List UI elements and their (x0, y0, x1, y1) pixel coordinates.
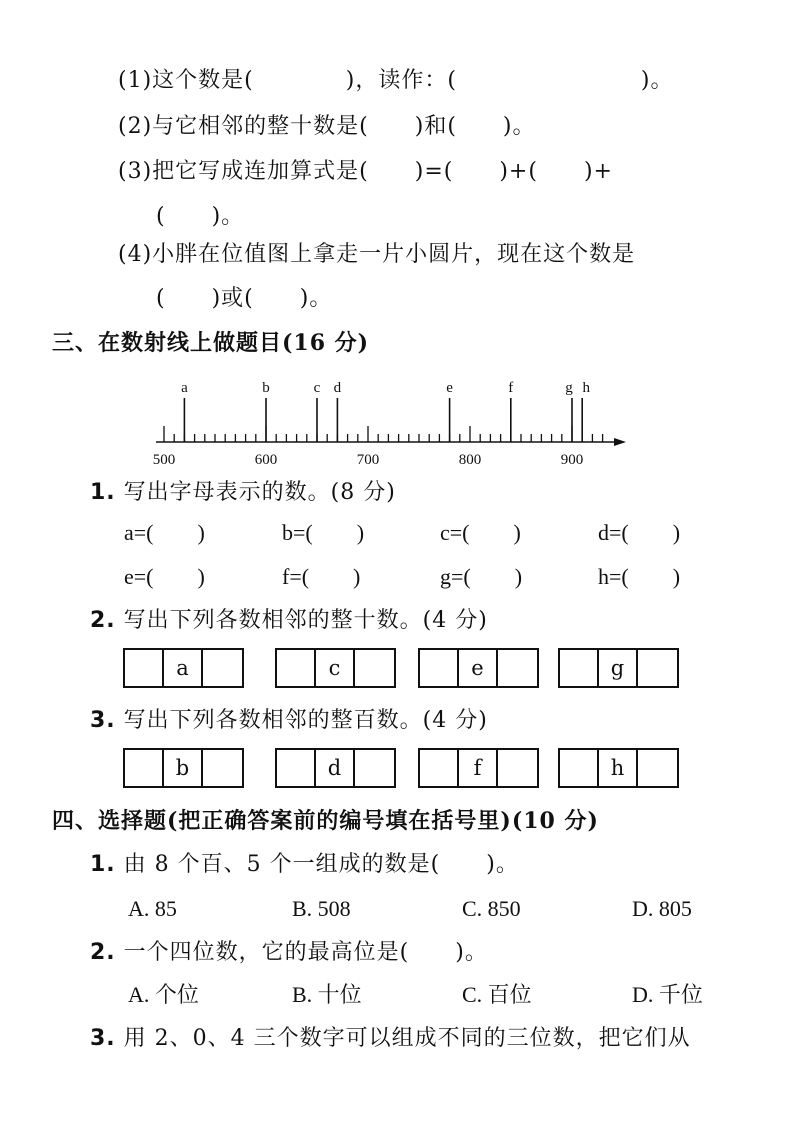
box-letter: a (164, 650, 203, 686)
option-a: A. 个位 (128, 982, 199, 1007)
section-3-question-1 (90, 478, 396, 508)
answer-cell[interactable] (420, 650, 459, 686)
tick-label: 600 (254, 452, 278, 468)
question-number: 3. (90, 708, 116, 733)
hundreds-box-h (558, 748, 679, 788)
answer-cell[interactable] (638, 750, 677, 786)
hundreds-box-f (418, 748, 539, 788)
box-letter: c (316, 650, 355, 686)
question-number: 2. (90, 608, 116, 633)
hundreds-box-d (275, 748, 396, 788)
answer-f: f=( ) (282, 564, 361, 589)
tens-box-a (123, 648, 244, 688)
option-c: C. 百位 (462, 982, 532, 1007)
marker-label-h: h (582, 380, 590, 396)
answer-a: a=( ) (124, 520, 205, 545)
answer-c: c=( ) (440, 520, 521, 545)
answer-cell[interactable] (420, 750, 459, 786)
option-b: B. 508 (292, 896, 351, 921)
marker-label-b: b (262, 380, 270, 396)
question-text: 用 2、0、4 三个数字可以组成不同的三位数，把它们从 (123, 1026, 691, 1051)
tick-label: 900 (560, 452, 584, 468)
tens-box-e (418, 648, 539, 688)
question-2-4-line1: (4)小胖在位值图上拿走一片小圆片，现在这个数是 (118, 242, 636, 267)
answer-cell[interactable] (560, 750, 599, 786)
question-number: 1. (90, 852, 116, 877)
answer-b: b=( ) (282, 520, 365, 545)
section-4-title: 四、选择题(把正确答案前的编号填在括号里)(10 分) (52, 808, 599, 834)
number-line (140, 370, 640, 480)
section-3-title: 三、在数射线上做题目(16 分) (52, 330, 370, 356)
answer-cell[interactable] (277, 650, 316, 686)
question-2-3-line2: ( )。 (156, 204, 245, 229)
hundreds-box-b (123, 748, 244, 788)
tick-label: 700 (356, 452, 380, 468)
answer-cell[interactable] (125, 750, 164, 786)
option-d: D. 千位 (632, 982, 703, 1007)
answer-cell[interactable] (638, 650, 677, 686)
question-number: 2. (90, 940, 116, 965)
answer-cell[interactable] (203, 750, 242, 786)
section-4-question-1 (90, 850, 519, 880)
question-text: 写出下列各数相邻的整百数。(4 分) (123, 708, 488, 733)
question-text: 写出下列各数相邻的整十数。(4 分) (123, 608, 488, 633)
answer-h: h=( ) (598, 564, 681, 589)
answer-cell[interactable] (125, 650, 164, 686)
answer-cell[interactable] (560, 650, 599, 686)
marker-label-c: c (313, 380, 321, 396)
box-letter: b (164, 750, 203, 786)
answer-e: e=( ) (124, 564, 205, 589)
question-text: 一个四位数，它的最高位是( )。 (123, 940, 488, 965)
marker-label-g: g (565, 380, 573, 396)
axis-arrow (614, 438, 626, 446)
tens-box-c (275, 648, 396, 688)
question-2-1: (1)这个数是( )，读作：( )。 (118, 68, 674, 93)
answer-cell[interactable] (498, 650, 537, 686)
answer-cell[interactable] (498, 750, 537, 786)
marker-label-e: e (446, 380, 453, 396)
section-3-question-2 (90, 606, 488, 636)
tick-label: 500 (152, 452, 176, 468)
box-letter: d (316, 750, 355, 786)
answer-cell[interactable] (277, 750, 316, 786)
answer-cell[interactable] (355, 750, 394, 786)
option-a: A. 85 (128, 896, 177, 921)
answer-cell[interactable] (355, 650, 394, 686)
question-number: 3. (90, 1026, 116, 1051)
tens-box-g (558, 648, 679, 688)
marker-label-a: a (181, 380, 188, 396)
section-4-question-3 (90, 1024, 691, 1054)
question-2-4-line2: ( )或( )。 (156, 286, 333, 311)
section-4-question-2 (90, 938, 488, 968)
answer-d: d=( ) (598, 520, 681, 545)
question-text: 写出字母表示的数。(8 分) (123, 480, 396, 505)
tick-label: 800 (458, 452, 482, 468)
option-b: B. 十位 (292, 982, 362, 1007)
box-letter: h (599, 750, 638, 786)
marker-label-d: d (333, 380, 342, 396)
question-2-3-line1: (3)把它写成连加算式是( )=( )+( )+ (118, 159, 613, 184)
section-3-question-3 (90, 706, 488, 736)
marker-label-f: f (508, 380, 514, 396)
question-2-2: (2)与它相邻的整十数是( )和( )。 (118, 114, 536, 139)
option-c: C. 850 (462, 896, 521, 921)
box-letter: g (599, 650, 638, 686)
answer-g: g=( ) (440, 564, 523, 589)
option-d: D. 805 (632, 896, 692, 921)
box-letter: f (459, 750, 498, 786)
question-number: 1. (90, 480, 116, 505)
box-letter: e (459, 650, 498, 686)
answer-cell[interactable] (203, 650, 242, 686)
question-text: 由 8 个百、5 个一组成的数是( )。 (123, 852, 519, 877)
